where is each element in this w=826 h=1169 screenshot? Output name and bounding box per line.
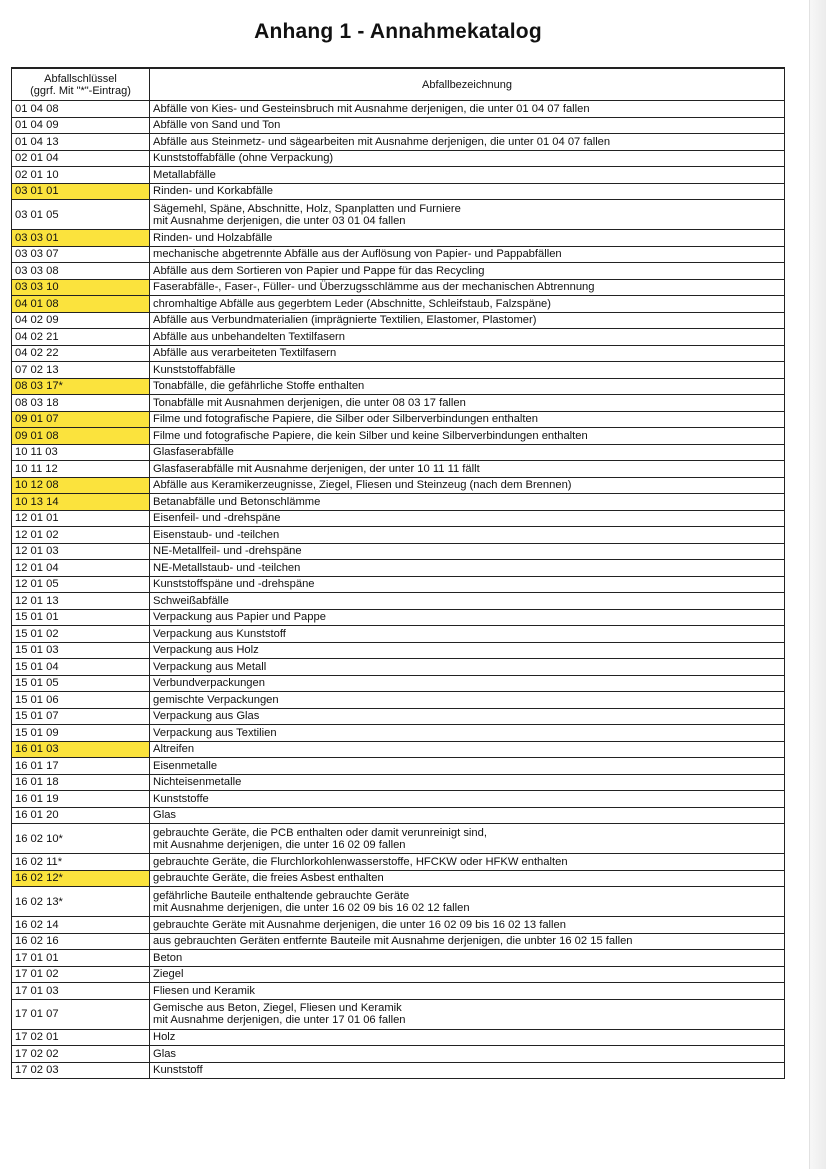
waste-description-cell (150, 966, 785, 983)
table-row (12, 395, 785, 412)
waste-description-cell (150, 329, 785, 346)
table-row (12, 983, 785, 1000)
waste-code-cell: 16 01 17 (12, 758, 150, 775)
table-row (12, 609, 785, 626)
waste-description-cell (150, 917, 785, 934)
waste-description-cell (150, 560, 785, 577)
table-row (12, 950, 785, 967)
waste-code-cell: 01 04 13 (12, 134, 150, 151)
waste-description-line: Rinden- und Korkabfälle (153, 185, 274, 198)
waste-description-cell (150, 692, 785, 709)
waste-description-line: mit Ausnahme derjenigen, die unter 17 01 06 fallen (153, 1014, 406, 1026)
waste-code-cell: 15 01 07 (12, 708, 150, 725)
table-row (12, 1046, 785, 1063)
waste-description-line: Filme und fotografische Papiere, die Silber oder Silberverbindungen enthalten (153, 413, 538, 426)
table-row (12, 543, 785, 560)
table-row (12, 101, 785, 118)
table-row (12, 659, 785, 676)
table-row (12, 378, 785, 395)
waste-code-cell: 03 03 10 (12, 279, 150, 296)
waste-description-line: mit Ausnahme derjenigen, die unter 16 02 09 bis 16 02 12 fallen (153, 901, 470, 914)
waste-description-line: Filme und fotografische Papiere, die kein Silber und keine Silberverbindungen enthalten (153, 429, 588, 442)
waste-description-cell (150, 101, 785, 118)
table-row (12, 725, 785, 742)
waste-code-cell: 10 12 08 (12, 477, 150, 494)
waste-description-cell (150, 543, 785, 560)
table-row (12, 791, 785, 808)
waste-description-cell (150, 725, 785, 742)
waste-description-cell (150, 807, 785, 824)
waste-code-cell: 03 03 08 (12, 263, 150, 280)
waste-description-cell (150, 117, 785, 134)
waste-code-cell: 16 02 14 (12, 917, 150, 934)
waste-description-line: Tonabfälle mit Ausnahmen derjenigen, die unter 08 03 17 fallen (153, 396, 466, 409)
table-row (12, 411, 785, 428)
waste-code-cell: 03 03 07 (12, 246, 150, 263)
waste-description-line: Fliesen und Keramik (153, 984, 255, 997)
waste-description-cell (150, 527, 785, 544)
waste-code-cell: 16 02 16 (12, 933, 150, 950)
table-row (12, 246, 785, 263)
waste-description-line: gebrauchte Geräte, die freies Asbest enthalten (153, 872, 384, 885)
table-row (12, 741, 785, 758)
table-row (12, 510, 785, 527)
table-row (12, 134, 785, 151)
scan-page-edge (809, 0, 826, 1169)
table-header-row (12, 68, 785, 101)
waste-code-cell: 15 01 05 (12, 675, 150, 692)
waste-description-cell (150, 345, 785, 362)
waste-code-cell: 12 01 13 (12, 593, 150, 610)
page-title: Anhang 1 - Annahmekatalog (254, 20, 542, 43)
waste-code-cell: 08 03 17* (12, 378, 150, 395)
table-row (12, 593, 785, 610)
table-row (12, 560, 785, 577)
waste-description-cell (150, 1062, 785, 1079)
waste-code-cell: 03 01 05 (12, 200, 150, 230)
waste-description-line: Tonabfälle, die gefährliche Stoffe enthalten (153, 380, 365, 393)
waste-code-cell: 16 01 19 (12, 791, 150, 808)
table-row (12, 758, 785, 775)
waste-code-cell: 04 02 22 (12, 345, 150, 362)
waste-code-cell: 01 04 08 (12, 101, 150, 118)
table-row (12, 117, 785, 134)
waste-code-cell: 17 01 07 (12, 999, 150, 1029)
table-row (12, 494, 785, 511)
waste-description-cell (150, 312, 785, 329)
table-row (12, 675, 785, 692)
waste-description-cell (150, 167, 785, 184)
waste-description-cell (150, 150, 785, 167)
waste-description-line: Metallabfälle (153, 168, 216, 181)
waste-description-line: Ziegel (153, 968, 184, 981)
waste-description-cell (150, 854, 785, 871)
waste-description-line: Eisenfeil- und -drehspäne (153, 512, 281, 525)
waste-code-cell: 15 01 03 (12, 642, 150, 659)
waste-description-line: Verbundverpackungen (153, 677, 265, 690)
waste-description-line: Beton (153, 951, 183, 964)
waste-description-line: Kunststoffe (153, 792, 209, 805)
waste-description-cell (150, 609, 785, 626)
table-row (12, 296, 785, 313)
waste-description-line: Glasfaserabfälle mit Ausnahme derjenigen, der unter 10 11 11 fällt (153, 462, 480, 475)
waste-catalog-table (11, 67, 785, 1079)
waste-code-cell: 16 02 10* (12, 824, 150, 854)
table-row (12, 1062, 785, 1079)
waste-description-line: Eisenmetalle (153, 759, 218, 772)
waste-description-cell (150, 477, 785, 494)
table-row (12, 917, 785, 934)
waste-description-line: Kunststoffabfälle (153, 363, 236, 376)
waste-description-line: mit Ausnahme derjenigen, die unter 03 01 04 fallen (153, 214, 406, 227)
table-body (12, 101, 785, 1079)
table-row (12, 708, 785, 725)
table-row (12, 527, 785, 544)
waste-description-cell (150, 200, 785, 230)
waste-code-cell: 08 03 18 (12, 395, 150, 412)
waste-code-cell: 12 01 05 (12, 576, 150, 593)
waste-code-cell: 02 01 10 (12, 167, 150, 184)
waste-description-line: Kunststoffspäne und -drehspäne (153, 578, 315, 591)
waste-description-line: Abfälle aus Keramikerzeugnisse, Ziegel, Fliesen und Steinzeug (nach dem Brennen) (153, 479, 572, 492)
waste-code-cell: 10 11 03 (12, 444, 150, 461)
waste-description-cell (150, 870, 785, 887)
table-row (12, 966, 785, 983)
table-row (12, 461, 785, 478)
waste-code-cell: 04 01 08 (12, 296, 150, 313)
waste-description-line: gebrauchte Geräte, die PCB enthalten oder damit verunreinigt sind, (153, 826, 487, 839)
waste-description-line: NE-Metallstaub- und -teilchen (153, 561, 301, 574)
waste-description-line: Verpackung aus Metall (153, 660, 267, 673)
waste-description-cell (150, 428, 785, 445)
waste-code-cell: 17 01 03 (12, 983, 150, 1000)
waste-code-cell: 15 01 06 (12, 692, 150, 709)
waste-description-cell (150, 675, 785, 692)
table-row (12, 279, 785, 296)
waste-code-cell: 10 11 12 (12, 461, 150, 478)
table-row (12, 183, 785, 200)
waste-code-cell: 12 01 03 (12, 543, 150, 560)
waste-description-line: Abfälle von Sand und Ton (153, 119, 281, 132)
waste-code-cell: 12 01 04 (12, 560, 150, 577)
waste-description-line: Verpackung aus Holz (153, 644, 259, 657)
waste-description-cell (150, 362, 785, 379)
waste-code-cell: 02 01 04 (12, 150, 150, 167)
waste-description-cell (150, 741, 785, 758)
waste-description-line: Verpackung aus Textilien (153, 726, 277, 739)
waste-code-cell: 04 02 21 (12, 329, 150, 346)
waste-description-line: Altreifen (153, 743, 195, 756)
table-row (12, 362, 785, 379)
waste-description-line: Glas (153, 809, 177, 822)
waste-description-cell (150, 626, 785, 643)
waste-code-cell: 16 01 03 (12, 741, 150, 758)
table-row (12, 329, 785, 346)
waste-description-line: Glas (153, 1047, 177, 1060)
waste-description-cell (150, 230, 785, 247)
waste-code-cell: 16 02 12* (12, 870, 150, 887)
table-row (12, 312, 785, 329)
waste-code-cell: 04 02 09 (12, 312, 150, 329)
waste-description-cell (150, 263, 785, 280)
waste-description-cell (150, 642, 785, 659)
waste-description-cell (150, 999, 785, 1029)
waste-code-cell: 16 02 13* (12, 887, 150, 917)
waste-description-cell (150, 1029, 785, 1046)
waste-description-line: Verpackung aus Glas (153, 710, 260, 723)
waste-code-cell: 16 01 18 (12, 774, 150, 791)
table-row (12, 477, 785, 494)
waste-description-line: Sägemehl, Späne, Abschnitte, Holz, Spanplatten und Furniere (153, 202, 461, 215)
waste-description-line: Abfälle aus dem Sortieren von Papier und Pappe für das Recycling (153, 264, 485, 277)
waste-description-cell (150, 296, 785, 313)
waste-description-cell (150, 593, 785, 610)
waste-description-cell (150, 279, 785, 296)
waste-description-line: Eisenstaub- und -teilchen (153, 528, 280, 541)
table-row (12, 999, 785, 1029)
table-row (12, 345, 785, 362)
table-row (12, 576, 785, 593)
waste-description-cell (150, 246, 785, 263)
waste-description-cell (150, 774, 785, 791)
table-row (12, 824, 785, 854)
waste-code-cell: 15 01 02 (12, 626, 150, 643)
waste-description-line: gefährliche Bauteile enthaltende gebrauchte Geräte (153, 889, 410, 902)
waste-description-line: mit Ausnahme derjenigen, die unter 16 02 09 fallen (153, 838, 406, 851)
waste-description-cell (150, 395, 785, 412)
waste-description-cell (150, 933, 785, 950)
waste-description-line: gemischte Verpackungen (153, 693, 279, 706)
waste-code-cell: 07 02 13 (12, 362, 150, 379)
table-row (12, 807, 785, 824)
waste-description-cell (150, 134, 785, 151)
column-header-waste-code-line2: (ggrf. Mit "*"-Eintrag) (30, 84, 131, 97)
waste-description-line: Abfälle aus verarbeiteten Textilfasern (153, 347, 337, 360)
waste-description-cell (150, 950, 785, 967)
waste-description-line: NE-Metallfeil- und -drehspäne (153, 545, 302, 558)
waste-description-line: Glasfaserabfälle (153, 446, 234, 459)
waste-description-cell (150, 444, 785, 461)
waste-description-line: gebrauchte Geräte, die Flurchlorkohlenwasserstoffe, HFCKW oder HFKW enthalten (153, 855, 568, 868)
waste-code-cell: 09 01 07 (12, 411, 150, 428)
waste-description-cell (150, 824, 785, 854)
waste-description-line: Nichteisenmetalle (153, 776, 242, 789)
waste-description-line: chromhaltige Abfälle aus gegerbtem Leder (Abschnitte, Schleifstaub, Falzspäne) (153, 297, 552, 310)
waste-code-cell: 17 02 03 (12, 1062, 150, 1079)
waste-description-cell (150, 183, 785, 200)
waste-description-cell (150, 494, 785, 511)
waste-code-cell: 16 01 20 (12, 807, 150, 824)
waste-code-cell: 15 01 01 (12, 609, 150, 626)
waste-description-line: Faserabfälle-, Faser-, Füller- und Überzugsschlämme aus der mechanischen Abtrennung (153, 281, 595, 294)
waste-code-cell: 17 02 02 (12, 1046, 150, 1063)
table-row (12, 774, 785, 791)
waste-code-cell: 15 01 09 (12, 725, 150, 742)
table-row (12, 150, 785, 167)
waste-code-cell: 01 04 09 (12, 117, 150, 134)
waste-code-cell: 12 01 01 (12, 510, 150, 527)
table-row (12, 626, 785, 643)
waste-code-cell: 03 01 01 (12, 183, 150, 200)
waste-description-line: Abfälle aus unbehandelten Textilfasern (153, 330, 345, 343)
waste-description-line: Betanabfälle und Betonschlämme (153, 495, 321, 508)
waste-description-cell (150, 708, 785, 725)
waste-description-cell (150, 1046, 785, 1063)
waste-description-line: Verpackung aus Papier und Pappe (153, 611, 326, 624)
table-row (12, 692, 785, 709)
waste-description-cell (150, 378, 785, 395)
table-row (12, 263, 785, 280)
waste-description-line: Abfälle von Kies- und Gesteinsbruch mit Ausnahme derjenigen, die unter 01 04 07 fallen (153, 102, 590, 115)
table-row (12, 870, 785, 887)
table-row (12, 854, 785, 871)
table-row (12, 200, 785, 230)
waste-description-line: aus gebrauchten Geräten entfernte Bauteile mit Ausnahme derjenigen, die unbter 16 02 15 fallen (153, 935, 633, 948)
table-row (12, 642, 785, 659)
waste-code-cell: 17 02 01 (12, 1029, 150, 1046)
table-row (12, 887, 785, 917)
table-row (12, 933, 785, 950)
waste-description-line: Schweißabfälle (153, 594, 229, 607)
column-header-waste-code-line1: Abfallschlüssel (44, 72, 117, 85)
waste-description-cell (150, 791, 785, 808)
table-row (12, 230, 785, 247)
waste-description-line: gebrauchte Geräte mit Ausnahme derjenigen, die unter 16 02 09 bis 16 02 13 fallen (153, 918, 566, 931)
waste-description-line: Holz (153, 1031, 176, 1044)
waste-code-cell: 03 03 01 (12, 230, 150, 247)
waste-description-line: Rinden- und Holzabfälle (153, 231, 273, 244)
waste-description-cell (150, 576, 785, 593)
waste-code-cell: 09 01 08 (12, 428, 150, 445)
waste-description-line: Kunststoff (153, 1064, 203, 1077)
waste-description-cell (150, 983, 785, 1000)
waste-code-cell: 15 01 04 (12, 659, 150, 676)
waste-description-line: Gemische aus Beton, Ziegel, Fliesen und Keramik (153, 1002, 402, 1014)
table-row (12, 1029, 785, 1046)
waste-description-line: Abfälle aus Verbundmaterialien (imprägnierte Textilien, Elastomer, Plastomer) (153, 314, 537, 327)
waste-description-line: Abfälle aus Steinmetz- und sägearbeiten mit Ausnahme derjenigen, die unter 01 04 07 fallen (153, 135, 611, 148)
waste-description-cell (150, 758, 785, 775)
waste-code-cell: 16 02 11* (12, 854, 150, 871)
table-row (12, 444, 785, 461)
waste-code-cell: 17 01 01 (12, 950, 150, 967)
waste-code-cell: 10 13 14 (12, 494, 150, 511)
waste-description-cell (150, 510, 785, 527)
waste-description-line: Kunststoffabfälle (ohne Verpackung) (153, 152, 334, 165)
waste-code-cell: 12 01 02 (12, 527, 150, 544)
column-header-waste-code (12, 68, 150, 101)
table-row (12, 428, 785, 445)
waste-code-cell: 17 01 02 (12, 966, 150, 983)
column-header-waste-description: Abfallbezeichnung (150, 68, 785, 101)
waste-description-cell (150, 887, 785, 917)
waste-description-line: mechanische abgetrennte Abfälle aus der Auflösung von Papier- und Pappabfällen (153, 248, 562, 261)
waste-description-cell (150, 461, 785, 478)
waste-description-cell (150, 411, 785, 428)
waste-description-cell (150, 659, 785, 676)
table-row (12, 167, 785, 184)
waste-description-line: Verpackung aus Kunststoff (153, 627, 286, 640)
